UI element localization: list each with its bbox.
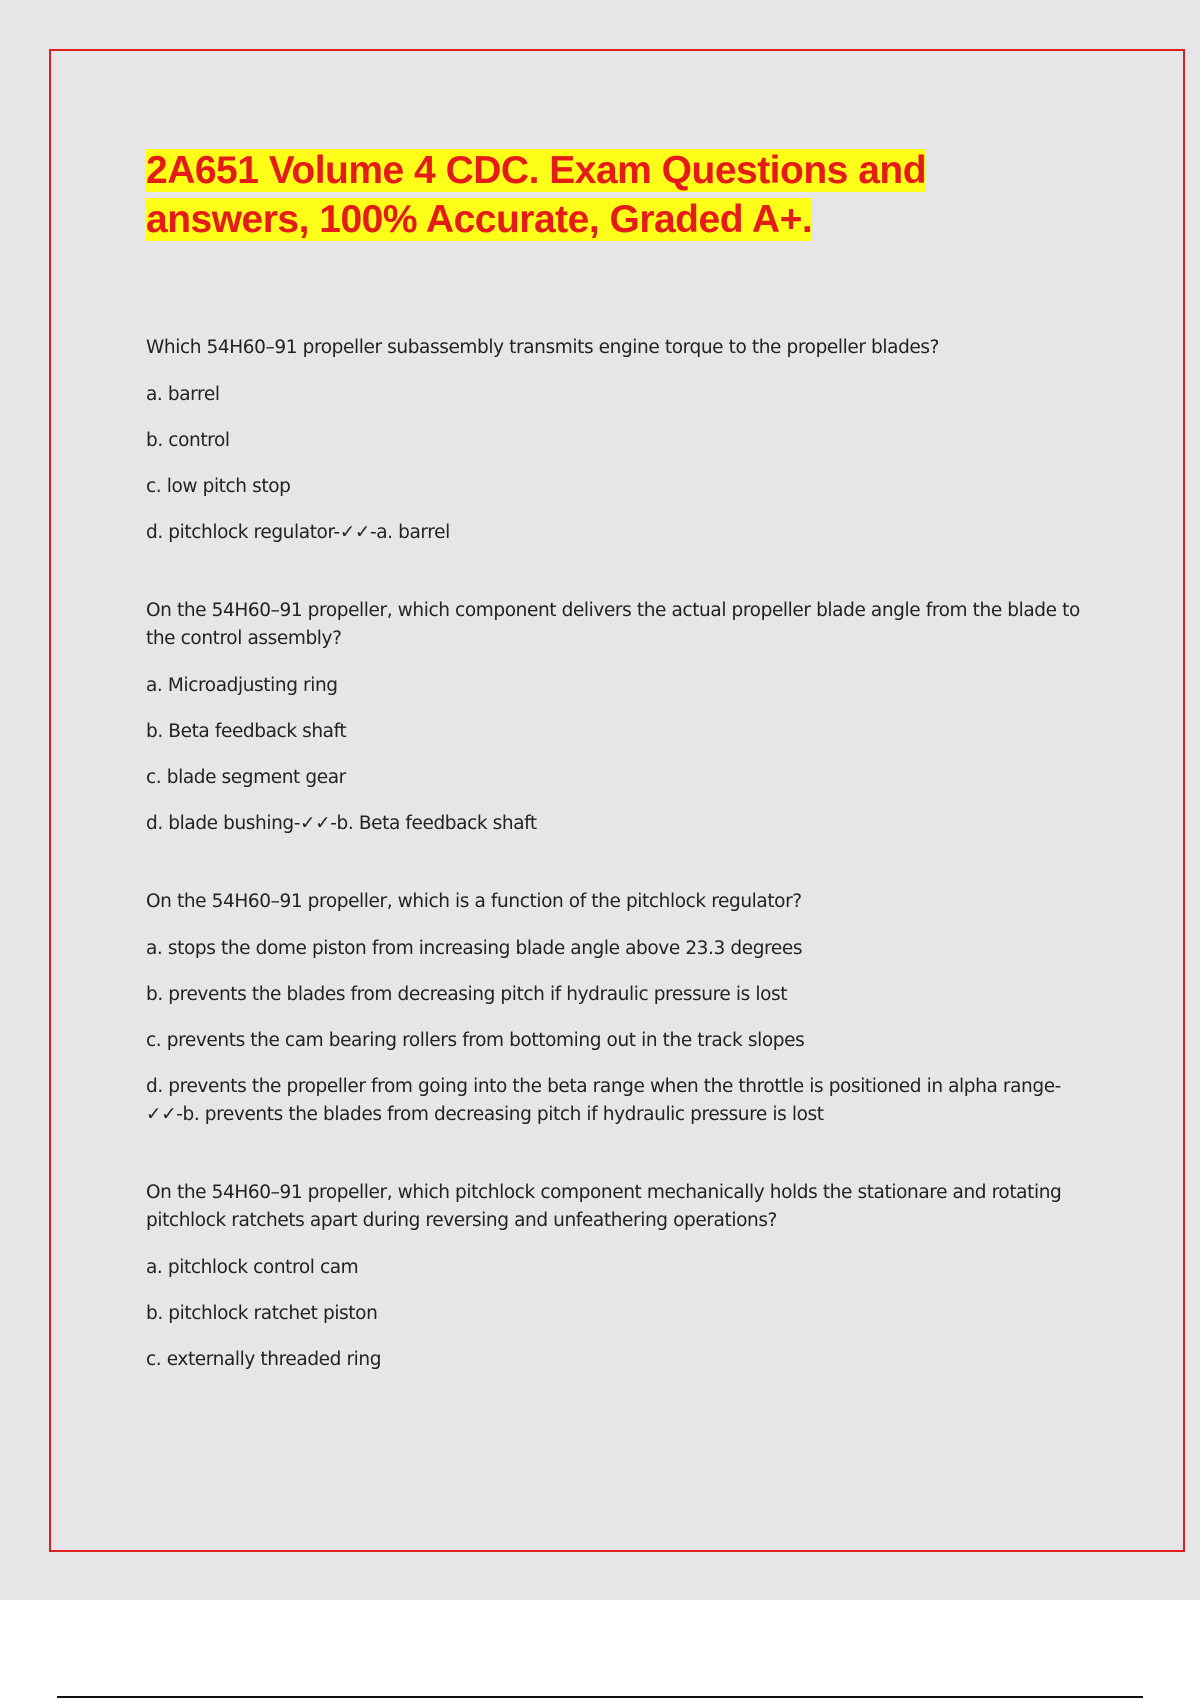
answer-option-b: b. control xyxy=(146,430,230,451)
answer-option-c: c. low pitch stop xyxy=(146,476,291,497)
answer-option-d: d. pitchlock regulator-✓✓-a. barrel xyxy=(146,522,450,543)
question-text: On the 54H60–91 propeller, which is a function of the pitchlock regulator? xyxy=(146,891,802,912)
next-page-edge xyxy=(57,1696,1143,1698)
answer-option-a: a. stops the dome piston from increasing blade angle above 23.3 degrees xyxy=(146,938,803,959)
question-text: On the 54H60–91 propeller, which component delivers the actual propeller blade angle from the blade to the control assembly? xyxy=(146,600,1080,649)
answer-option-c: c. externally threaded ring xyxy=(146,1349,382,1370)
answer-option-b: b. Beta feedback shaft xyxy=(146,721,347,742)
answer-option-a: a. Microadjusting ring xyxy=(146,675,338,696)
answer-option-d: d. blade bushing-✓✓-b. Beta feedback shaft xyxy=(146,813,537,834)
document-title xyxy=(146,146,1046,244)
question-block-1 xyxy=(146,334,1086,547)
question-text: Which 54H60–91 propeller subassembly transmits engine torque to the propeller blades? xyxy=(146,337,940,358)
question-block-3 xyxy=(146,888,1086,1129)
title-line-1: 2A651 Volume 4 CDC. Exam Questions and xyxy=(146,149,927,192)
title-line-2: answers, 100% Accurate, Graded A+. xyxy=(146,198,813,241)
answer-option-c: c. blade segment gear xyxy=(146,767,346,788)
answer-option-d: d. prevents the propeller from going into the beta range when the throttle is positioned in alpha range-✓✓-b. prevents the blades from decreasing pitch if hydraulic pressure is lost xyxy=(146,1076,1061,1125)
questions-list xyxy=(146,334,1086,1392)
question-block-4 xyxy=(146,1179,1086,1374)
answer-option-b: b. pitchlock ratchet piston xyxy=(146,1303,378,1324)
question-block-2 xyxy=(146,597,1086,838)
answer-option-c: c. prevents the cam bearing rollers from bottoming out in the track slopes xyxy=(146,1030,805,1051)
answer-option-a: a. pitchlock control cam xyxy=(146,1257,359,1278)
question-text: On the 54H60–91 propeller, which pitchlock component mechanically holds the stationare and rotating pitchlock ratchets apart during reversing and unfeathering operations? xyxy=(146,1182,1062,1231)
answer-option-a: a. barrel xyxy=(146,384,220,405)
answer-option-b: b. prevents the blades from decreasing pitch if hydraulic pressure is lost xyxy=(146,984,788,1005)
